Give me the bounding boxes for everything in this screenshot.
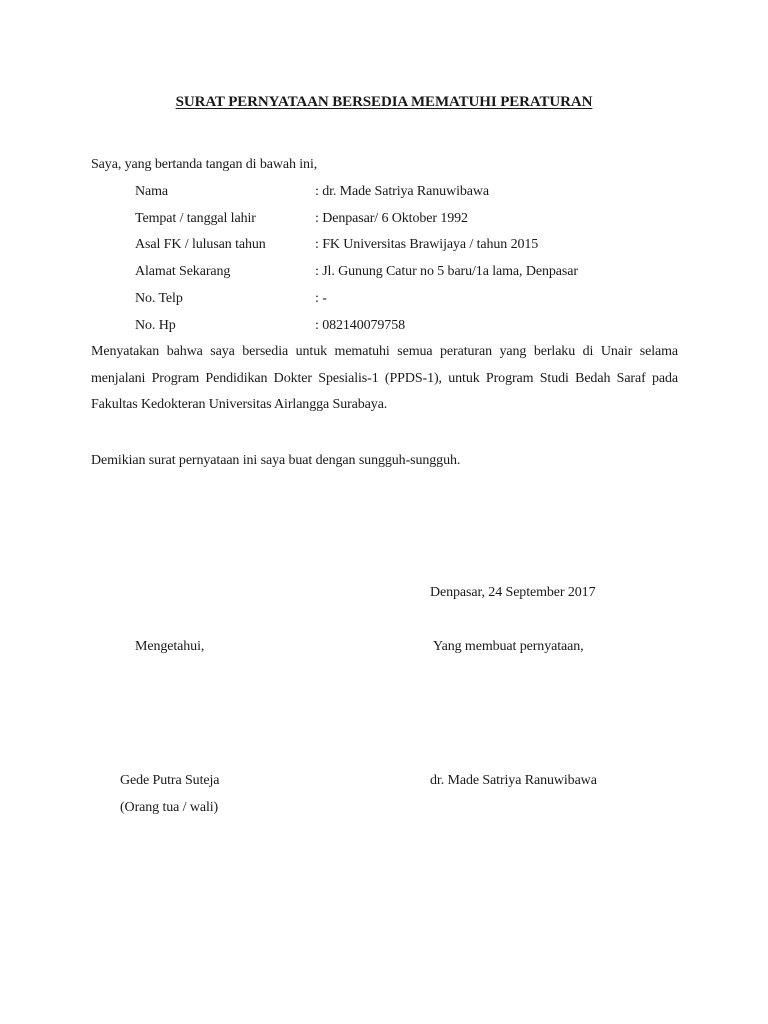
field-value-hp: : 082140079758: [315, 318, 405, 333]
right-signatory-name: dr. Made Satriya Ranuwibawa: [430, 773, 597, 788]
field-label-alamat: Alamat Sekarang: [135, 264, 231, 279]
closing-text: Demikian surat pernyataan ini saya buat dengan sungguh-sungguh.: [91, 453, 461, 468]
field-value-nama: : dr. Made Satriya Ranuwibawa: [315, 184, 490, 199]
right-signatory-heading: Yang membuat pernyataan,: [433, 639, 584, 654]
field-value-asal-fk: : FK Universitas Brawijaya / tahun 2015: [315, 237, 539, 252]
field-label-asal-fk: Asal FK / lulusan tahun: [135, 237, 266, 252]
statement-paragraph: Menyatakan bahwa saya bersedia untuk mematuhi semua peraturan yang berlaku di Unair selama menjalani Program Pendidikan Dokter Spesialis-1 (PPDS-1), untuk Program Studi Bedah Saraf pada Fakultas Kedokteran Universitas Airlangga Surabaya.: [91, 344, 678, 412]
field-value-alamat: : Jl. Gunung Catur no 5 baru/1a lama, Denpasar: [315, 264, 578, 279]
intro-text: Saya, yang bertanda tangan di bawah ini,: [91, 157, 318, 172]
left-signatory-role: (Orang tua / wali): [120, 800, 219, 815]
field-value-tempat-tanggal-lahir: : Denpasar/ 6 Oktober 1992: [315, 211, 468, 226]
left-signatory-heading: Mengetahui,: [135, 639, 205, 654]
place-date: Denpasar, 24 September 2017: [430, 585, 596, 600]
field-value-telp: : -: [315, 291, 327, 306]
document-title: SURAT PERNYATAAN BERSEDIA MEMATUHI PERATURAN: [175, 94, 593, 110]
left-signatory-name: Gede Putra Suteja: [120, 773, 220, 788]
field-label-nama: Nama: [135, 184, 169, 199]
field-label-hp: No. Hp: [135, 318, 176, 333]
field-label-telp: No. Telp: [135, 291, 183, 306]
field-label-tempat-tanggal-lahir: Tempat / tanggal lahir: [135, 211, 256, 226]
